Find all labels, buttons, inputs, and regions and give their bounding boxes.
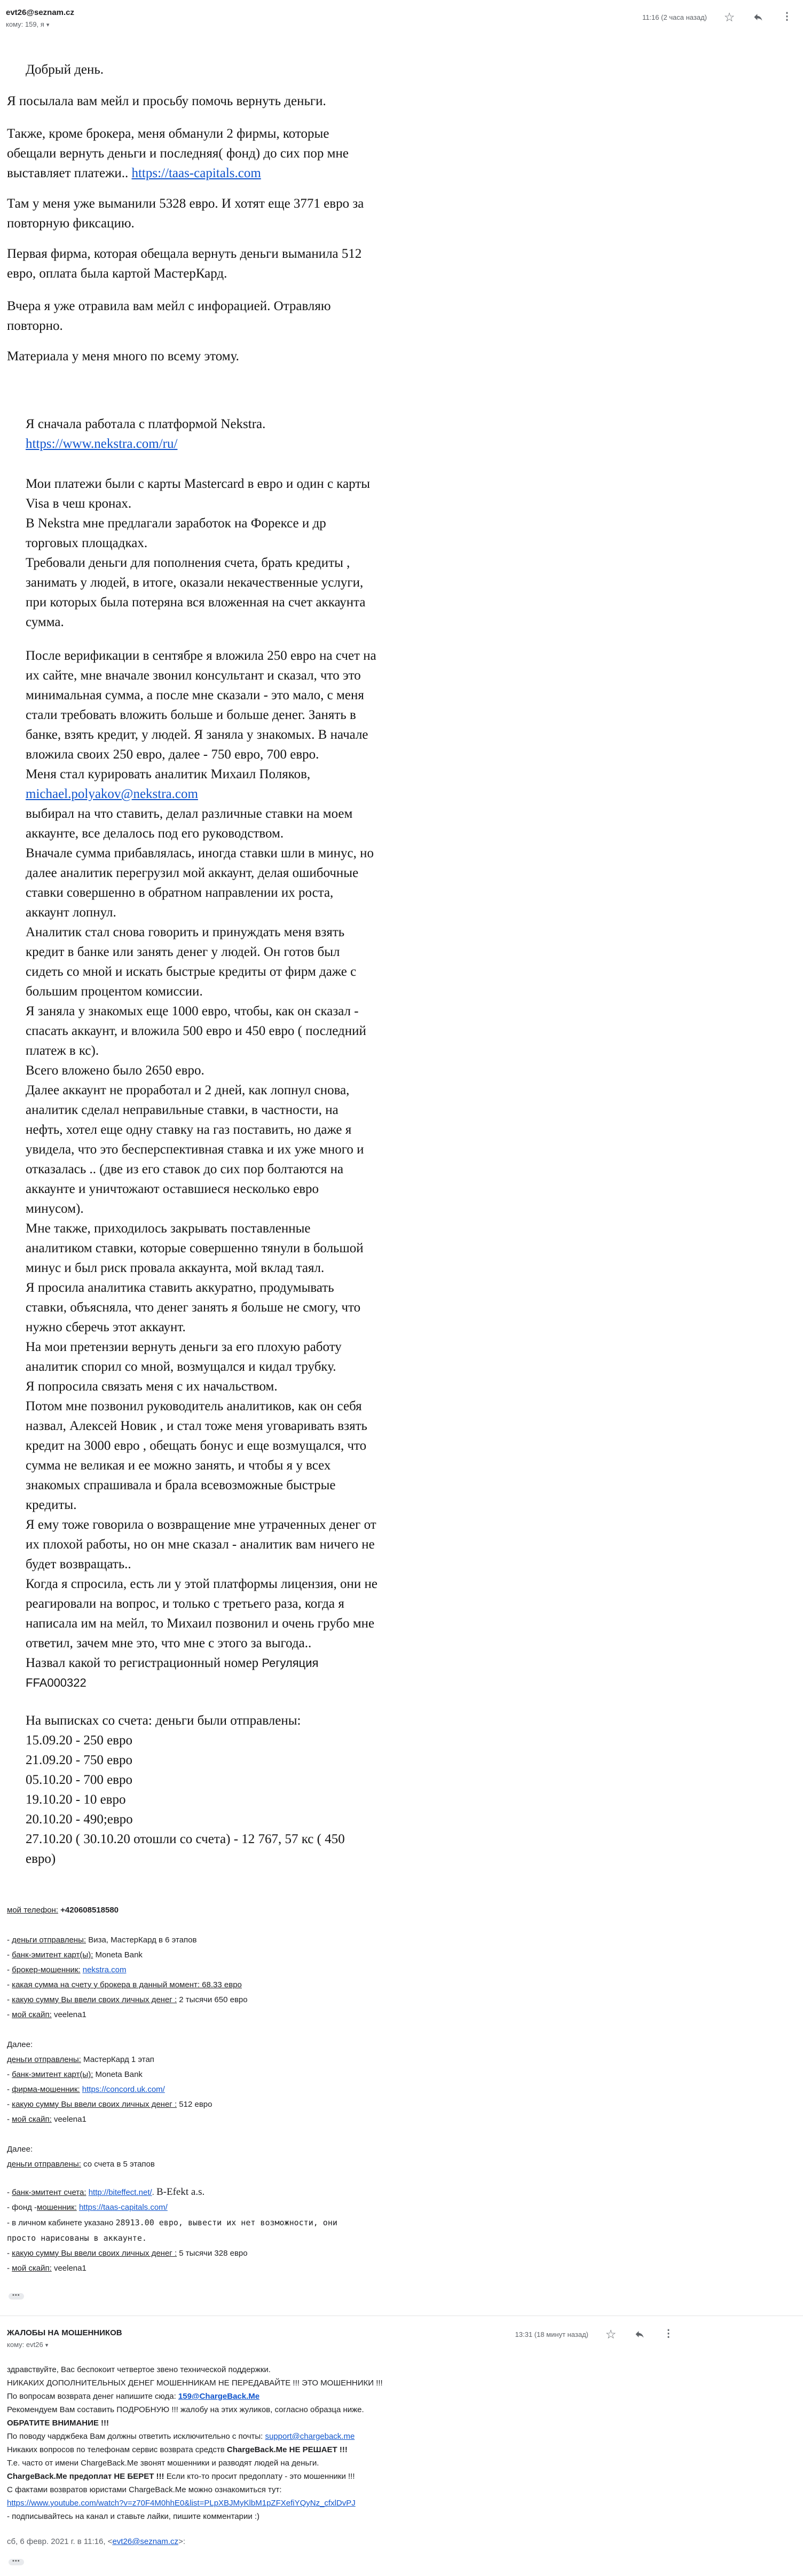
chevron-down-icon[interactable]: ▾ — [45, 2342, 49, 2349]
body-line — [7, 2037, 381, 2052]
body-line — [7, 2535, 803, 2548]
email1-body — [0, 41, 803, 2276]
text-segment: - — [7, 2264, 12, 2273]
reply-icon[interactable] — [633, 2328, 646, 2341]
text-segment: Аналитик стал снова говорить и принуждать меня взять кредит в банке или занять денег у людей. Он готов был сидеть со мной и искать быстрые кредиты от фирм даже с большим процентом комиссии. — [26, 925, 357, 999]
text-segment: На мои претензии вернуть деньги за его плохую работу аналитик спорил со мной, возмущался и кидал трубку. — [26, 1340, 342, 1374]
text-segment: - — [7, 2100, 12, 2109]
body-line — [26, 513, 378, 553]
recipients-summary[interactable] — [0, 2340, 48, 2351]
text-segment: Виза, МастерКард в 6 этапов — [86, 1935, 197, 1945]
email2-header — [0, 2328, 803, 2354]
text-segment: Также, кроме брокера, меня обманули 2 фирмы, которые обещали вернуть деньги и последняя( фонд) до сих пор мне выставляет платежи.. — [7, 127, 349, 180]
text-segment: деньги отправлены: — [7, 2055, 81, 2064]
link[interactable]: support@chargeback.me — [265, 2432, 355, 2441]
text-segment: Регуляция FFA000322 — [26, 1656, 319, 1689]
text-segment: Далее: — [7, 2145, 33, 2154]
body-line — [26, 1653, 378, 1693]
text-segment: Я попросила связать меня с их начальством. — [26, 1379, 278, 1394]
body-line — [26, 1790, 378, 1809]
text-segment: После верификации в сентябре я вложила 250 евро на счет на их сайте, мне вначале звонил консультант и сказал, что это минимальная сумма, а после мне сказали - это мало, с меня стали требовать вложить больше и больше денег. Занять в банке, взять кредит, у людей. Я заняла у знакомых. В начале вложила своих 250 евро, далее - 750 евро, 700 евро. — [26, 649, 376, 762]
body-line — [7, 1978, 381, 1993]
body-line — [7, 2261, 381, 2276]
body-line — [26, 1770, 378, 1790]
text-segment: Moneta Bank — [93, 2070, 143, 2079]
text-segment: какую сумму Вы ввели своих личных денег : — [12, 2100, 177, 2109]
text-segment: 15.09.20 - 250 евро — [26, 1733, 132, 1748]
body-line — [26, 434, 378, 454]
text-segment: сб, 6 февр. 2021 г. в 11:16, < — [7, 2537, 113, 2546]
text-segment: На выписках со счета: деньги были отправлены: — [26, 1713, 301, 1728]
text-segment: - — [7, 2085, 12, 2094]
body-line — [7, 2008, 381, 2022]
email2-body — [0, 2354, 803, 2548]
body-line — [7, 2510, 803, 2523]
text-segment: Там у меня уже выманили 5328 евро. И хотят еще 3771 евро за повторную фиксацию. — [7, 196, 364, 231]
text-segment: - — [7, 1980, 12, 1989]
text-segment: НИКАКИХ ДОПОЛНИТЕЛЬНЫХ ДЕНЕГ МОШЕННИКАМ НЕ ПЕРЕДАВАЙТЕ !!! ЭТО МОШЕННИКИ !!! — [7, 2379, 383, 2388]
body-line — [7, 1993, 381, 2008]
email1-meta — [642, 11, 793, 23]
text-segment: - в личном кабинете указано — [7, 2218, 116, 2227]
body-line — [7, 244, 381, 283]
body-line — [7, 2456, 803, 2470]
show-trimmed-content-button[interactable]: ••• — [9, 2559, 24, 2565]
text-segment: - — [7, 1995, 12, 2004]
body-line — [7, 2483, 803, 2496]
text-segment: здравствуйте, Вас беспокоит четвертое звено технической поддержки. — [7, 2365, 271, 2374]
body-line — [7, 2363, 803, 2376]
text-segment: Далее: — [7, 2040, 33, 2049]
text-segment: мой скайп: — [12, 2264, 52, 2273]
text-segment: Я сначала работала с платформой Nekstra. — [26, 417, 266, 431]
reply-icon[interactable] — [752, 11, 765, 23]
body-line — [7, 2470, 803, 2483]
text-segment: какую сумму Вы ввели своих личных денег : — [12, 2249, 177, 2258]
text-segment: - — [7, 2070, 12, 2079]
link[interactable]: http://biteffect.net/ — [88, 2188, 152, 2197]
body-line — [7, 2200, 381, 2215]
body-line — [26, 60, 378, 80]
text-segment: Мои платежи были с карты Mastercard в евро и один с карты Visa в чеш кронах. — [26, 477, 371, 511]
text-segment: деньги отправлены: — [7, 2160, 81, 2169]
body-line — [26, 1809, 378, 1829]
email1-header — [0, 7, 803, 41]
body-line — [26, 1278, 378, 1337]
text-segment: - — [7, 2249, 12, 2258]
body-line — [7, 2403, 803, 2416]
body-line — [26, 1377, 378, 1396]
body-line — [7, 2246, 381, 2261]
text-segment: Moneta Bank — [93, 1950, 143, 1959]
body-line — [7, 194, 381, 233]
text-segment: 512 евро — [177, 2100, 212, 2109]
body-line — [7, 1963, 381, 1978]
text-segment: 21.09.20 - 750 евро — [26, 1753, 132, 1767]
text-segment: По вопросам возврата денег напишите сюда: — [7, 2392, 178, 2401]
text-segment: банк-эмитент карт(ы): — [12, 2070, 93, 2079]
body-line — [7, 296, 381, 336]
text-segment: 19.10.20 - 10 евро — [26, 1792, 126, 1807]
body-line — [26, 1711, 378, 1730]
recipients-summary[interactable] — [6, 19, 49, 30]
body-line — [7, 2157, 381, 2172]
text-segment: МастерКард 1 этап — [81, 2055, 154, 2064]
text-segment: - подписывайтесь на канал и ставьте лайки, пишите комментарии :) — [7, 2512, 260, 2521]
recipients-label: кому: 159, я — [6, 20, 44, 28]
text-segment: 05.10.20 - 700 евро — [26, 1773, 132, 1787]
text-segment: 2 тысячи 650 евро — [177, 1995, 248, 2004]
text-segment: Первая фирма, которая обещала вернуть деньги выманила 512 евро, оплата была картой МастерКард. — [7, 247, 362, 281]
text-segment: Мне также, приходилось закрывать поставленные аналитиком ставки, которые совершенно тянули в большой минус и был риск провала аккаунта, мой вклад таял. — [26, 1221, 364, 1275]
sender-address: evt26@seznam.cz — [6, 8, 75, 17]
body-line — [7, 2052, 381, 2067]
email2-meta — [515, 2328, 675, 2341]
body-line — [26, 646, 378, 764]
show-trimmed-content-button[interactable]: ••• — [9, 2293, 24, 2300]
body-line — [26, 804, 378, 843]
body-line — [26, 1829, 378, 1869]
text-segment: Я просила аналитика ставить аккуратно, продумывать ставки, объясняла, что денег занять я больше не смогу, что нужно сберечь этот аккаунт. — [26, 1281, 361, 1334]
text-segment: Я заняла у знакомых еще 1000 евро, чтобы, как он сказал - спасать аккаунт, и вложила 500 евро и 450 евро ( последний платеж в кс). — [26, 1004, 366, 1058]
body-line — [7, 2185, 381, 2200]
text-segment: Рекомендуем Вам составить ПОДРОБНУЮ !!! жалобу на этих жуликов, согласно образца ниже. — [7, 2405, 364, 2414]
text-segment: Далее аккаунт не проработал и 2 дней, как лопнул снова, аналитик сделал неправильные ставки, в частности, на нефть, хотел еще одну ставку на газ поставить, но даже я увидела, что это бесперспективная ставка и их уже много и отказалась .. (две из его ставок до сих пор болтаются на аккаунте и уничтожают оставшиеся несколько евро минусом). — [26, 1083, 364, 1216]
email-card-2 — [0, 2328, 803, 2576]
more-vertical-icon[interactable]: ⋮ — [663, 2328, 674, 2340]
text-segment: Меня стал курировать аналитик Михаил Поляков, — [26, 767, 311, 781]
text-segment: >: — [178, 2537, 185, 2546]
text-segment: Если кто-то просит предоплату - это мошенники !!! — [164, 2472, 355, 2481]
text-segment: деньги отправлены: — [12, 1935, 86, 1945]
body-line — [26, 843, 378, 922]
link[interactable]: https://www.nekstra.com/ru/ — [26, 437, 178, 451]
link[interactable]: https://www.youtube.com/watch?v=z70F4M0hhE0&list=PLpXBJMyKlbM1pZFXefiYQyNz_cfxlDvPJ — [7, 2499, 356, 2508]
link[interactable]: https://concord.uk.com/ — [82, 2085, 165, 2094]
body-line — [26, 1396, 378, 1515]
text-segment: - — [7, 2010, 12, 2019]
link[interactable]: evt26@seznam.cz — [112, 2537, 179, 2546]
body-line — [26, 553, 378, 632]
text-segment: +420608518580 — [60, 1906, 119, 1915]
link[interactable]: https://taas-capitals.com/ — [78, 2203, 168, 2212]
body-line — [7, 1903, 381, 1918]
text-segment: банк-эмитент карт(ы): — [12, 1950, 93, 1959]
body-line — [26, 1515, 378, 1574]
body-line — [26, 922, 378, 1001]
text-segment: какую сумму Вы ввели своих личных денег : — [12, 1995, 177, 2004]
text-segment: Когда я спросила, есть ли у этой платформы лицензия, они не реагировали на вопрос, и только с третьего раза, когда я написала им на мейл, то Михаил позвонил и очень грубо мне ответил, зачем мне это, что мне с этого за выгода.. — [26, 1577, 377, 1650]
text-segment: - — [7, 2188, 12, 2197]
text-segment: со счета в 5 этапов — [81, 2160, 155, 2169]
text-segment: мой скайп: — [12, 2115, 52, 2124]
body-line — [7, 2496, 803, 2510]
text-segment: Я посылала вам мейл и просьбу помочь вернуть деньги. — [7, 94, 326, 108]
body-line — [7, 2376, 803, 2390]
text-segment: veelena1 — [51, 2010, 86, 2019]
text-segment: мой скайп: — [12, 2010, 52, 2019]
text-segment: Вчера я уже отравила вам мейл с инфорацией. Отравляю повторно. — [7, 299, 331, 333]
text-segment: Назвал какой то регистрационный номер — [26, 1656, 262, 1670]
text-segment: ChargeBack.Me предоплат НЕ БЕРЕТ !!! — [7, 2472, 164, 2481]
body-line — [26, 1337, 378, 1377]
text-segment: . — [152, 2188, 156, 2197]
text-segment: Я ему тоже говорила о возвращение мне утраченных денег от их плохой работы, но он мне сказал - аналитик вам ничего не будет возвращать.. — [26, 1518, 376, 1571]
body-line — [7, 2097, 381, 2112]
body-line — [7, 1948, 381, 1963]
link[interactable]: michael.polyakov@nekstra.com — [26, 787, 198, 801]
email1-timestamp: 11:16 (2 часа назад) — [642, 13, 707, 21]
link[interactable]: 159@ChargeBack.Me — [178, 2392, 260, 2401]
body-line — [7, 2112, 381, 2127]
body-line — [26, 1219, 378, 1278]
text-segment: Требовали деньги для пополнения счета, брать кредиты , занимать у людей, в итоге, оказали некачественные услуги, при которых была потеряна вся вложенная на счет аккаунта сумма. — [26, 556, 366, 629]
text-segment: какая сумма на счету у брокера в данный момент: 68.33 евро — [12, 1980, 242, 1989]
text-segment: - — [7, 1935, 12, 1945]
body-line — [26, 1080, 378, 1219]
text-segment: Т.е. часто от имени ChargeBack.Me звонят мошенники и разводят людей на деньги. — [7, 2459, 319, 2468]
text-segment: - — [7, 1965, 12, 1974]
text-segment: мошенник: — [37, 2203, 77, 2212]
body-line — [7, 2416, 803, 2430]
body-line — [7, 2082, 381, 2097]
body-line — [26, 414, 378, 434]
body-line — [26, 1750, 378, 1770]
body-line — [7, 2430, 803, 2443]
text-segment: 5 тысячи 328 евро — [177, 2249, 248, 2258]
text-segment: 20.10.20 - 490;евро — [26, 1812, 133, 1827]
text-segment: 28913.00 евро, вывести их нет возможности, они просто нарисованы в аккаунте. — [7, 2218, 337, 2243]
body-line — [7, 2443, 803, 2456]
body-line — [7, 2142, 381, 2157]
text-segment: По поводу чарджбека Вам должны ответить исключительно с почты: — [7, 2432, 265, 2441]
text-segment: Добрый день. — [26, 62, 104, 77]
text-segment: Всего вложено было 2650 евро. — [26, 1063, 204, 1078]
body-line — [26, 1001, 378, 1061]
text-segment: veelena1 — [51, 2115, 86, 2124]
body-line — [7, 124, 381, 183]
text-segment: фирма-мошенник: — [12, 2085, 80, 2094]
text-segment: - — [7, 1950, 12, 1959]
text-segment: - фонд - — [7, 2203, 37, 2212]
text-segment: В Nekstra мне предлагали заработок на Форексе и др торговых площадках. — [26, 516, 326, 550]
text-segment: 27.10.20 ( 30.10.20 отошли со счета) - 12 767, 57 кс ( 450 евро) — [26, 1832, 345, 1866]
body-line — [26, 474, 378, 513]
body-line — [7, 346, 381, 366]
body-line — [26, 1730, 378, 1750]
recipients-label: кому: evt26 — [7, 2341, 43, 2349]
body-line — [7, 2067, 381, 2082]
body-line — [26, 1061, 378, 1080]
body-line — [26, 764, 378, 804]
body-line — [7, 2215, 354, 2246]
star-icon[interactable]: ☆ — [605, 2327, 617, 2341]
link[interactable]: https://taas-capitals.com — [131, 166, 261, 180]
text-segment: брокер-мошенник: — [12, 1965, 81, 1974]
link[interactable]: nekstra.com — [82, 1965, 127, 1974]
text-segment: Материала у меня много по всему этому. — [7, 349, 239, 364]
text-segment: ОБРАТИТЕ ВНИМАНИЕ !!! — [7, 2419, 109, 2428]
text-segment: С фактами возвратов юристами ChargeBack.Me можно ознакомиться тут: — [7, 2485, 282, 2494]
more-vertical-icon[interactable]: ⋮ — [782, 11, 792, 22]
chevron-down-icon[interactable]: ▾ — [46, 22, 50, 28]
star-icon[interactable]: ☆ — [723, 10, 735, 24]
text-segment: Вначале сумма прибавлялась, иногда ставки шли в минус, но далее аналитик перегрузил мой аккаунт, делая ошибочные ставки совершенно в обратном направлении их роста, аккаунт лопнул. — [26, 846, 374, 920]
text-segment: - — [7, 2115, 12, 2124]
text-segment: B-Efekt a.s. — [156, 2186, 205, 2198]
text-segment: Никаких вопросов по телефонам сервис возврата средств — [7, 2445, 227, 2454]
body-line — [26, 1574, 378, 1653]
sender-name: ЖАЛОБЫ НА МОШЕННИКОВ — [7, 2328, 122, 2337]
body-line — [7, 2390, 803, 2403]
text-segment: выбирал на что ставить, делал различные ставки на моем аккаунте, все делалось под его руководством. — [26, 807, 353, 841]
text-segment: мой телефон: — [7, 1906, 58, 1915]
body-line — [7, 91, 381, 111]
body-line — [7, 1933, 381, 1948]
text-segment: Потом мне позвонил руководитель аналитиков, как он себя назвал, Алексей Новик , и стал тоже меня уговаривать взять кредит на 3000 евро , обещать бонус и еще возмущался, что сумма не великая и ее можно занять, и чтобы я у всех знакомых спрашивала и брала всевозможные быстрые кредиты. — [26, 1399, 367, 1512]
text-segment: veelena1 — [51, 2264, 86, 2273]
email2-timestamp: 13:31 (18 минут назад) — [515, 2330, 588, 2338]
text-segment: банк-эмитент счета: — [12, 2188, 86, 2197]
text-segment: ChargeBack.Me НЕ РЕШАЕТ !!! — [226, 2445, 348, 2454]
